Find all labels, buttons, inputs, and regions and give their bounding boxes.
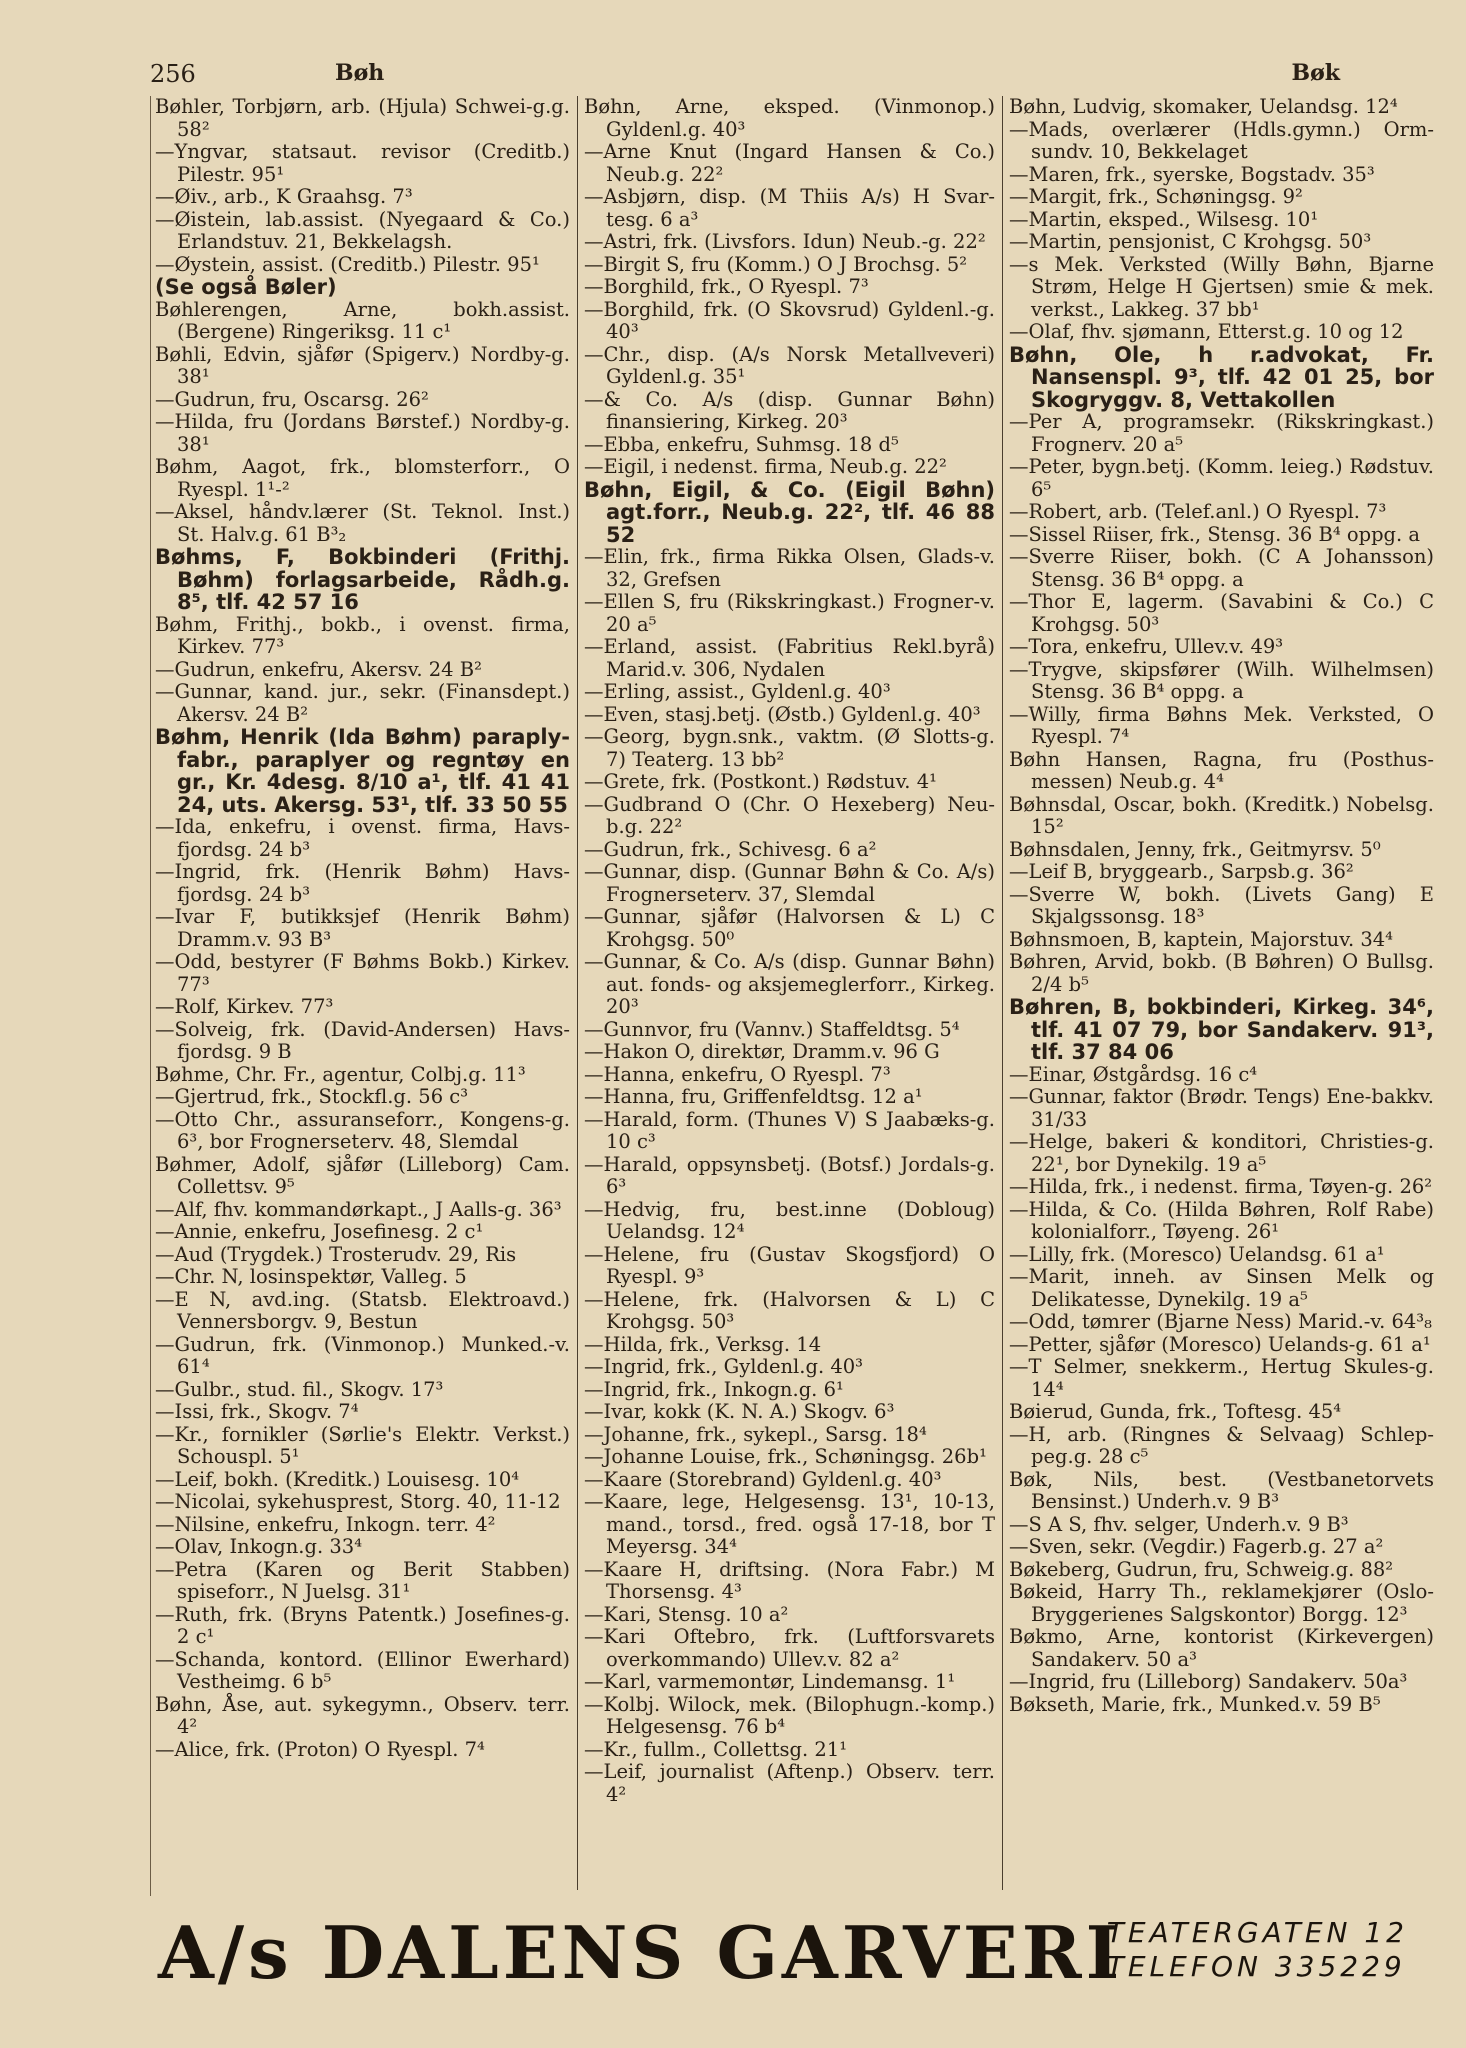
header-left-word: Bøh (335, 60, 385, 86)
directory-entry: —Hedvig, fru, best.inne (Dobloug) Uelandsg. 12⁴ (584, 1197, 995, 1243)
directory-entry: —Peter, bygn.betj. (Komm. leieg.) Rødstuv. 6⁵ (1009, 455, 1434, 501)
directory-entry: —Rolf, Kirkev. 77³ (155, 995, 334, 1018)
directory-entry: —Ivar F, butikksjef (Henrik Bøhm) Dramm.v. 93 B³ (155, 905, 570, 951)
directory-entry: Bøhnsdal, Oscar, bokh. (Kreditk.) Nobelsg. 15² (1009, 792, 1434, 838)
directory-entry: —Øystein, assist. (Creditb.) Pilestr. 95¹ (155, 252, 540, 276)
ad-contact (1107, 1916, 1408, 1984)
column-1 (155, 96, 570, 1890)
directory-entry: Bøierud, Gunda, frk., Toftesg. 45⁴ (1009, 1400, 1342, 1423)
directory-entry: —Thor E, lagerm. (Savabini & Co.) C Krohgsg. 50³ (1009, 590, 1434, 636)
directory-entry: —Georg, bygn.snk., vaktm. (Ø Slotts-g. 7) Teaterg. 13 bb² (584, 725, 995, 771)
directory-entry: —Otto Chr., assuranseforr., Kongens-g. 6³, bor Frognerseterv. 48, Slemdal (155, 1107, 570, 1153)
directory-entry: —Sverre W, bokh. (Livets Gang) E Skjalgssonsg. 18³ (1009, 882, 1434, 928)
advertisement (158, 1898, 1428, 2008)
directory-entry: —Elin, frk., firma Rikka Olsen, Glads-v. 32, Grefsen (584, 545, 995, 591)
directory-entry: —Martin, eksped., Wilsesg. 10¹ (1009, 207, 1319, 231)
directory-entry: —Per A, programsekr. (Rikskringkast.) Frognerv. 20 a⁵ (1009, 410, 1434, 456)
directory-entry: —Øistein, lab.assist. (Nyegaard & Co.) Erlandstuv. 21, Bekkelagsh. (155, 207, 570, 253)
directory-entry: —Nilsine, enkefru, Inkogn. terr. 4² (155, 1512, 496, 1536)
directory-entry: —Asbjørn, disp. (M Thiis A/s) H Svar-tesg. 6 a³ (584, 185, 995, 231)
directory-entry: Bøkeberg, Gudrun, fru, Schweig.g. 88² (1009, 1557, 1394, 1581)
directory-entry: Bøhme, Chr. Fr., agentur, Colbj.g. 11³ (155, 1062, 526, 1086)
directory-entry: —Harald, oppsynsbetj. (Botsf.) Jordals-g. 6³ (584, 1152, 995, 1198)
directory-entry: —Ida, enkefru, i ovenst. firma, Havs-fjordsg. 24 b³ (155, 815, 570, 861)
directory-entry: —Sven, sekr. (Vegdir.) Fagerb.g. 27 a² (1009, 1535, 1384, 1558)
directory-entry: —Hilda, frk., i nedenst. firma, Tøyen-g. 26² (1009, 1175, 1433, 1198)
directory-entry: —Gunnar, disp. (Gunnar Bøhn & Co. A/s) Frognerseterv. 37, Slemdal (584, 860, 995, 906)
ad-address: TEATERGATEN 12 (1106, 1916, 1408, 1949)
directory-entry: Bøhmer, Adolf, sjåfør (Lilleborg) Cam. Collettsv. 9⁵ (155, 1152, 570, 1198)
directory-entry: —Chr. N, losinspektør, Valleg. 5 (155, 1265, 467, 1288)
directory-entry: —Kari Oftebro, frk. (Luftforsvarets overkommando) Ullev.v. 82 a² (584, 1625, 995, 1671)
directory-entry: (Se også Bøler) (155, 275, 337, 299)
column-2 (577, 96, 995, 1890)
directory-entry: —Petra (Karen og Berit Stabben) spiseforr., N Juelsg. 31¹ (155, 1557, 570, 1603)
directory-entry: —Marit, inneh. av Sinsen Melk og Delikatesse, Dynekilg. 19 a⁵ (1009, 1265, 1434, 1311)
ad-phone: TELEFON 335229 (1106, 1950, 1406, 1983)
directory-entry: —Gudrun, fru, Oscarsg. 26² (155, 387, 429, 411)
directory-entry: —Odd, tømrer (Bjarne Ness) Marid.-v. 64³₈ (1009, 1310, 1432, 1333)
directory-entry: —Lilly, frk. (Moresco) Uelandsg. 61 a¹ (1009, 1242, 1385, 1266)
directory-entry: —Aksel, håndv.lærer (St. Teknol. Inst.) St. Halv.g. 61 B³₂ (155, 500, 570, 546)
directory-entry: —Grete, frk. (Postkont.) Rødstuv. 4¹ (584, 770, 937, 793)
directory-entry: —Ruth, frk. (Bryns Patentk.) Josefines-g. 2 c¹ (155, 1602, 570, 1648)
directory-entry: —Kari, Stensg. 10 a² (584, 1602, 789, 1626)
directory-entry: —Kolbj. Wilock, mek. (Bilophugn.-komp.) Helgesensg. 76 b⁴ (584, 1692, 995, 1738)
directory-entry: —Trygve, skipsfører (Wilh. Wilhelmsen) Stensg. 36 B⁴ oppg. a (1009, 657, 1434, 703)
directory-entry: —Hilda, & Co. (Hilda Bøhren, Rolf Rabe) kolonialforr., Tøyeng. 26¹ (1009, 1197, 1434, 1243)
directory-entry: —Alf, fhv. kommandørkapt., J Aalls-g. 36³ (155, 1197, 562, 1221)
directory-entry: —Øiv., arb., K Graahsg. 7³ (155, 185, 413, 208)
directory-entry: —Robert, arb. (Telef.anl.) O Ryespl. 7³ (1009, 500, 1387, 523)
directory-entry: —Kr., fornikler (Sørlie's Elektr. Verkst.) Schouspl. 5¹ (155, 1422, 570, 1468)
directory-entry: —Gunnvor, fru (Vannv.) Staffeldtsg. 5⁴ (584, 1017, 960, 1041)
directory-entry: —Hanna, enkefru, O Ryespl. 7³ (584, 1062, 891, 1086)
directory-entry: —H, arb. (Ringnes & Selvaag) Schlep-peg.g. 28 c⁵ (1009, 1422, 1434, 1468)
directory-entry: —Annie, enkefru, Josefinesg. 2 c¹ (155, 1220, 484, 1243)
directory-entry: —Gunnar, faktor (Brødr. Tengs) Ene-bakkv. 31/33 (1009, 1085, 1434, 1131)
directory-entry: Bøhli, Edvin, sjåfør (Spigerv.) Nordby-g. 38¹ (155, 342, 570, 388)
directory-entry: Bøkmo, Arne, kontorist (Kirkevergen) Sandakerv. 50 a³ (1009, 1625, 1434, 1671)
directory-entry: Bøk, Nils, best. (Vestbanetorvets Bensinst.) Underh.v. 9 B³ (1009, 1467, 1434, 1513)
directory-entry: Bøhnsdalen, Jenny, frk., Geitmyrsv. 5⁰ (1009, 837, 1381, 861)
directory-entry: —Erland, assist. (Fabritius Rekl.byrå) Marid.v. 306, Nydalen (584, 635, 995, 681)
directory-entry: —Helene, frk. (Halvorsen & L) C Krohgsg. 50³ (584, 1287, 995, 1333)
directory-entry: —Ebba, enkefru, Suhmsg. 18 d⁵ (584, 432, 899, 456)
ad-company-name: A/s DALENS GARVERI (158, 1910, 1124, 1995)
directory-entry: —Gulbr., stud. fil., Skogv. 17³ (155, 1377, 444, 1401)
directory-entry: —Alice, frk. (Proton) O Ryespl. 7⁴ (155, 1737, 485, 1761)
directory-entry: —Chr., disp. (A/s Norsk Metallveveri) Gyldenl.g. 35¹ (584, 342, 995, 388)
directory-entry: —Tora, enkefru, Ullev.v. 49³ (1009, 635, 1284, 658)
column-3 (1002, 96, 1434, 1890)
header-right-word: Bøk (1291, 60, 1340, 86)
directory-entry: —& Co. A/s (disp. Gunnar Bøhn) finansiering, Kirkeg. 20³ (584, 387, 995, 433)
directory-entry: —Ellen S, fru (Rikskringkast.) Frogner-v. 20 a⁵ (584, 590, 995, 636)
directory-entry: —Eigil, i nedenst. firma, Neub.g. 22² (584, 455, 947, 478)
directory-entry: —Kaare H, driftsing. (Nora Fabr.) M Thorsensg. 4³ (584, 1557, 995, 1603)
directory-entry: —Martin, pensjonist, C Krohgsg. 50³ (1009, 230, 1372, 253)
directory-entry: —Hilda, fru (Jordans Børstef.) Nordby-g. 38¹ (155, 410, 570, 456)
directory-entry: —Margit, frk., Schøningsg. 9² (1009, 185, 1303, 208)
directory-entry: —Gunnar, & Co. A/s (disp. Gunnar Bøhn) aut. fonds- og aksjemeglerforr., Kirkeg. 20³ (584, 950, 995, 1018)
directory-entry: —Harald, form. (Thunes V) S Jaabæks-g. 10 c³ (584, 1107, 995, 1153)
directory-entry: —Helge, bakeri & konditori, Christies-g. 22¹, bor Dynekilg. 19 a⁵ (1009, 1130, 1434, 1176)
directory-entry: Bøhn, Ole, h r.advokat, Fr. Nansenspl. 9³, tlf. 42 01 25, bor Skogryggv. 8, Vettakollen (1009, 342, 1434, 412)
directory-entry: —Willy, firma Bøhns Mek. Verksted, O Ryespl. 7⁴ (1009, 702, 1434, 748)
directory-entry: Bøhm, Frithj., bokb., i ovenst. firma, Kirkev. 77³ (155, 612, 570, 658)
directory-entry: —Even, stasj.betj. (Østb.) Gyldenl.g. 40³ (584, 702, 981, 726)
directory-entry: —Birgit S, fru (Komm.) O J Brochsg. 5² (584, 252, 968, 276)
directory-entry: Bøkeid, Harry Th., reklamekjører (Oslo-Bryggerienes Salgskontor) Borgg. 12³ (1009, 1580, 1434, 1626)
directory-entry: Bøhlerengen, Arne, bokh.assist. (Bergene) Ringeriksg. 11 c¹ (155, 297, 570, 343)
directory-entry: —s Mek. Verksted (Willy Bøhn, Bjarne Strøm, Helge H Gjertsen) smie & mek. verkst., Lakkeg. 37 bb¹ (1009, 252, 1434, 321)
directory-entry: —E N, avd.ing. (Statsb. Elektroavd.) Vennersborgv. 9, Bestun (155, 1287, 570, 1333)
directory-entry: —Gudrun, frk. (Vinmonop.) Munked.-v. 61⁴ (155, 1332, 570, 1378)
directory-entry: Bøhren, B, bokbinderi, Kirkeg. 34⁶, tlf. 41 07 79, bor Sandakerv. 91³, tlf. 37 84 06 (1009, 995, 1434, 1064)
directory-entry: —Gudrun, enkefru, Akersv. 24 B² (155, 657, 482, 681)
directory-entry: —Kaare (Storebrand) Gyldenl.g. 40³ (584, 1467, 942, 1491)
directory-entry: —Gunnar, kand. jur., sekr. (Finansdept.) Akersv. 24 B² (155, 680, 570, 726)
directory-entry: —Hanna, fru, Griffenfeldtsg. 12 a¹ (584, 1085, 923, 1108)
directory-entry: —Schanda, kontord. (Ellinor Ewerhard) Vestheimg. 6 b⁵ (155, 1647, 570, 1693)
directory-entry: —T Selmer, snekkerm., Hertug Skules-g. 14⁴ (1009, 1355, 1434, 1401)
directory-entry: Bøhn, Åse, aut. sykegymn., Observ. terr. 4² (155, 1692, 570, 1738)
directory-entry: —Issi, frk., Skogv. 7⁴ (155, 1400, 359, 1423)
directory-entry: Bøhms, F, Bokbinderi (Frithj. Bøhm) forlagsarbeide, Rådh.g. 8⁵, tlf. 42 57 16 (155, 545, 570, 614)
directory-entry: —Johanne Louise, frk., Schøningsg. 26b¹ (584, 1445, 987, 1468)
directory-entry: —Astri, frk. (Livsfors. Idun) Neub.-g. 22² (584, 230, 986, 253)
directory-entry: —Ingrid, fru (Lilleborg) Sandakerv. 50a³ (1009, 1670, 1408, 1693)
directory-entry: —Gudbrand O (Chr. O Hexeberg) Neu-b.g. 22² (584, 792, 995, 838)
directory-entry: Bøhm, Henrik (Ida Bøhm) paraply-fabr., paraplyer og regntøy en gr., Kr. 4desg. 8/10 a¹, tlf. 41 41 24, uts. Akersg. 53¹, tlf. 33 50 55 (155, 725, 570, 817)
directory-entry: —Sverre Riiser, bokh. (C A Johansson) Stensg. 36 B⁴ oppg. a (1009, 545, 1434, 591)
directory-entry: —Mads, overlærer (Hdls.gymn.) Orm-sundv. 10, Bekkelaget (1009, 117, 1434, 163)
directory-entry: —Kaare, lege, Helgesensg. 13¹, 10-13, mand., torsd., fred. også 17-18, bor T Meyersg. 34⁴ (584, 1490, 995, 1558)
directory-entry: —Aud (Trygdek.) Trosterudv. 29, Ris (155, 1242, 517, 1266)
directory-entry: —Olaf, fhv. sjømann, Etterst.g. 10 og 12 (1009, 320, 1404, 343)
directory-entry: —Hakon O, direktør, Dramm.v. 96 G (584, 1040, 940, 1063)
directory-entry: —Solveig, frk. (David-Andersen) Havs-fjordsg. 9 B (155, 1017, 570, 1063)
directory-columns (150, 96, 1436, 1896)
directory-entry: —Johanne, frk., sykepl., Sarsg. 18⁴ (584, 1422, 927, 1446)
directory-entry: —Gjertrud, frk., Stockfl.g. 56 c³ (155, 1085, 469, 1108)
directory-entry: Bøhren, Arvid, bokb. (B Bøhren) O Bullsg. 2/4 b⁵ (1009, 950, 1434, 996)
directory-entry: —Borghild, frk. (O Skovsrud) Gyldenl.-g. 40³ (584, 297, 995, 343)
directory-entry: —Borghild, frk., O Ryespl. 7³ (584, 275, 869, 298)
directory-entry: —Helene, fru (Gustav Skogsfjord) O Ryespl. 9³ (584, 1242, 995, 1288)
directory-entry: —Leif B, bryggearb., Sarpsb.g. 36² (1009, 860, 1354, 883)
directory-entry: Bøhn, Arne, eksped. (Vinmonop.) Gyldenl.g. 40³ (584, 96, 995, 141)
directory-entry: Bøkseth, Marie, frk., Munked.v. 59 B⁵ (1009, 1692, 1381, 1716)
directory-entry: —Olav, Inkogn.g. 33⁴ (155, 1535, 363, 1558)
directory-entry: —Kr., fullm., Collettsg. 21¹ (584, 1737, 848, 1761)
directory-entry: —Nicolai, sykehusprest, Storg. 40, 11-12 (155, 1490, 561, 1513)
directory-entry: —Gunnar, sjåfør (Halvorsen & L) C Krohgsg. 50⁰ (584, 905, 995, 951)
directory-entry: Bøhn Hansen, Ragna, fru (Posthus-messen) Neub.g. 4⁴ (1009, 747, 1434, 793)
directory-entry: —Arne Knut (Ingard Hansen & Co.) Neub.g. 22² (584, 140, 995, 186)
directory-entry: Bøhler, Torbjørn, arb. (Hjula) Schwei-g.g. 58² (155, 96, 570, 141)
directory-entry: Bøhn, Eigil, & Co. (Eigil Bøhn) agt.forr., Neub.g. 22², tlf. 46 88 52 (584, 477, 995, 547)
directory-entry: —Ingrid, frk. (Henrik Bøhm) Havs-fjordsg. 24 b³ (155, 860, 570, 906)
directory-entry: —Ivar, kokk (K. N. A.) Skogv. 6³ (584, 1400, 895, 1423)
directory-entry: —Gudrun, frk., Schivesg. 6 a² (584, 837, 877, 861)
directory-entry: —Hilda, frk., Verksg. 14 (584, 1332, 822, 1356)
directory-entry: —Odd, bestyrer (F Bøhms Bokb.) Kirkev. 77³ (155, 950, 570, 996)
directory-entry: —Ingrid, frk., Gyldenl.g. 40³ (584, 1355, 863, 1378)
directory-entry: —Yngvar, statsaut. revisor (Creditb.) Pilestr. 95¹ (155, 140, 570, 186)
directory-entry: —Leif, bokh. (Kreditk.) Louisesg. 10⁴ (155, 1467, 520, 1491)
directory-entry: Bøhnsmoen, B, kaptein, Majorstuv. 34⁴ (1009, 927, 1393, 951)
directory-entry: —Leif, journalist (Aftenp.) Observ. terr. 4² (584, 1760, 995, 1806)
directory-entry: —S A S, fhv. selger, Underh.v. 9 B³ (1009, 1512, 1349, 1536)
directory-entry: —Erling, assist., Gyldenl.g. 40³ (584, 680, 891, 703)
directory-entry: —Einar, Østgårdsg. 16 c⁴ (1009, 1062, 1258, 1086)
directory-entry: Bøhm, Aagot, frk., blomsterforr., O Ryespl. 1¹-² (155, 455, 570, 501)
page-number: 256 (150, 60, 196, 88)
page-header (150, 60, 1430, 96)
directory-entry: —Sissel Riiser, frk., Stensg. 36 B⁴ oppg. a (1009, 522, 1421, 546)
directory-entry: —Petter, sjåfør (Moresco) Uelands-g. 61 a¹ (1009, 1332, 1431, 1356)
directory-entry: —Karl, varmemontør, Lindemansg. 1¹ (584, 1670, 956, 1693)
directory-entry: —Maren, frk., syerske, Bogstadv. 35³ (1009, 162, 1375, 186)
directory-entry: —Ingrid, frk., Inkogn.g. 6¹ (584, 1377, 844, 1401)
directory-entry: Bøhn, Ludvig, skomaker, Uelandsg. 12⁴ (1009, 96, 1398, 118)
